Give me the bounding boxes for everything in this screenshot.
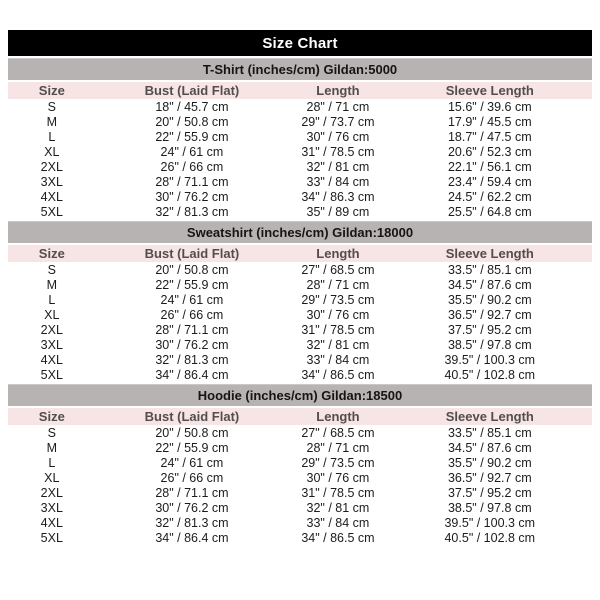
measurement-cell: 32" / 81.3 cm	[155, 517, 229, 530]
measurement-cell: 35" / 89 cm	[306, 206, 370, 219]
measurement-cell: 34.5" / 87.6 cm	[447, 279, 532, 292]
measurement-cell: 36.5" / 92.7 cm	[447, 309, 532, 322]
column-header: Length	[288, 82, 387, 99]
size-cell: 3XL	[40, 502, 63, 515]
measurement-cell: 26" / 66 cm	[160, 161, 224, 174]
section-heading-row-1	[8, 221, 592, 243]
measurement-cell: 31" / 78.5 cm	[301, 324, 375, 337]
size-cell: 4XL	[40, 354, 63, 367]
section-heading-row-2	[8, 384, 592, 406]
column-header: Length	[288, 408, 387, 425]
measurement-cell: 37.5" / 95.2 cm	[447, 487, 532, 500]
measurement-cell: 30" / 76.2 cm	[155, 191, 229, 204]
measurement-cell: 30" / 76.2 cm	[155, 339, 229, 352]
measurement-cell: 39.5" / 100.3 cm	[444, 354, 536, 367]
column-header-row	[8, 82, 592, 99]
measurement-cell: 35.5" / 90.2 cm	[447, 457, 532, 470]
title-row	[8, 30, 592, 56]
measurement-cell: 22" / 55.9 cm	[155, 442, 229, 455]
size-cell: S	[47, 427, 56, 440]
table-row	[8, 146, 592, 159]
measurement-cell: 20.6" / 52.3 cm	[447, 146, 532, 159]
table-row	[8, 264, 592, 277]
measurement-cell: 30" / 76 cm	[306, 131, 370, 144]
column-header: Bust (Laid Flat)	[96, 82, 289, 99]
table-row	[8, 309, 592, 322]
size-cell: S	[47, 264, 56, 277]
table-row	[8, 369, 592, 382]
measurement-cell: 37.5" / 95.2 cm	[447, 324, 532, 337]
size-cell: 2XL	[40, 161, 63, 174]
measurement-cell: 28" / 71 cm	[306, 279, 370, 292]
table-row	[8, 457, 592, 470]
size-cell: S	[47, 101, 56, 114]
measurement-cell: 30" / 76 cm	[306, 309, 370, 322]
measurement-cell: 34" / 86.3 cm	[301, 191, 375, 204]
measurement-cell: 30" / 76 cm	[306, 472, 370, 485]
table-row	[8, 279, 592, 292]
size-cell: 5XL	[40, 532, 63, 545]
size-cell: L	[48, 294, 56, 307]
table-row	[8, 517, 592, 530]
measurement-cell: 33" / 84 cm	[306, 517, 370, 530]
table-row	[8, 131, 592, 144]
column-header: Size	[8, 245, 96, 262]
table-row	[8, 206, 592, 219]
measurement-cell: 33.5" / 85.1 cm	[447, 427, 532, 440]
measurement-cell: 31" / 78.5 cm	[301, 146, 375, 159]
measurement-cell: 33.5" / 85.1 cm	[447, 264, 532, 277]
measurement-cell: 33" / 84 cm	[306, 176, 370, 189]
table-row	[8, 161, 592, 174]
measurement-cell: 28" / 71 cm	[306, 442, 370, 455]
column-header-row	[8, 408, 592, 425]
section-heading: Sweatshirt (inches/cm) Gildan:18000	[8, 221, 592, 243]
measurement-cell: 28" / 71.1 cm	[155, 176, 229, 189]
measurement-cell: 40.5" / 102.8 cm	[444, 532, 536, 545]
table-row	[8, 191, 592, 204]
measurement-cell: 32" / 81 cm	[306, 161, 370, 174]
size-cell: M	[46, 279, 57, 292]
measurement-cell: 28" / 71 cm	[306, 101, 370, 114]
column-header-row	[8, 245, 592, 262]
size-cell: XL	[44, 472, 60, 485]
measurement-cell: 40.5" / 102.8 cm	[444, 369, 536, 382]
measurement-cell: 36.5" / 92.7 cm	[447, 472, 532, 485]
size-cell: 4XL	[40, 517, 63, 530]
column-header: Sleeve Length	[388, 82, 592, 99]
measurement-cell: 26" / 66 cm	[160, 472, 224, 485]
measurement-cell: 24" / 61 cm	[160, 146, 224, 159]
size-cell: M	[46, 116, 57, 129]
table-row	[8, 101, 592, 114]
measurement-cell: 24" / 61 cm	[160, 294, 224, 307]
measurement-cell: 23.4" / 59.4 cm	[447, 176, 532, 189]
measurement-cell: 38.5" / 97.8 cm	[447, 339, 532, 352]
table-row	[8, 502, 592, 515]
measurement-cell: 34.5" / 87.6 cm	[447, 442, 532, 455]
measurement-cell: 32" / 81 cm	[306, 502, 370, 515]
measurement-cell: 22" / 55.9 cm	[155, 279, 229, 292]
size-chart-table	[8, 28, 592, 547]
measurement-cell: 29" / 73.5 cm	[301, 294, 375, 307]
measurement-cell: 33" / 84 cm	[306, 354, 370, 367]
measurement-cell: 34" / 86.5 cm	[301, 369, 375, 382]
size-cell: L	[48, 131, 56, 144]
column-header: Size	[8, 408, 96, 425]
size-chart	[8, 28, 592, 547]
size-cell: 5XL	[40, 206, 63, 219]
measurement-cell: 20" / 50.8 cm	[155, 264, 229, 277]
table-row	[8, 532, 592, 545]
page-title: Size Chart	[8, 30, 592, 56]
measurement-cell: 29" / 73.5 cm	[301, 457, 375, 470]
column-header: Sleeve Length	[388, 245, 592, 262]
column-header: Bust (Laid Flat)	[96, 408, 289, 425]
measurement-cell: 34" / 86.5 cm	[301, 532, 375, 545]
measurement-cell: 22.1" / 56.1 cm	[447, 161, 532, 174]
section-heading: T-Shirt (inches/cm) Gildan:5000	[8, 58, 592, 80]
table-row	[8, 339, 592, 352]
measurement-cell: 34" / 86.4 cm	[155, 369, 229, 382]
size-cell: 4XL	[40, 191, 63, 204]
measurement-cell: 15.6" / 39.6 cm	[447, 101, 532, 114]
measurement-cell: 28" / 71.1 cm	[155, 487, 229, 500]
measurement-cell: 18.7" / 47.5 cm	[447, 131, 532, 144]
measurement-cell: 31" / 78.5 cm	[301, 487, 375, 500]
measurement-cell: 20" / 50.8 cm	[155, 427, 229, 440]
table-row	[8, 487, 592, 500]
measurement-cell: 24.5" / 62.2 cm	[447, 191, 532, 204]
size-cell: XL	[44, 309, 60, 322]
measurement-cell: 34" / 86.4 cm	[155, 532, 229, 545]
measurement-cell: 30" / 76.2 cm	[155, 502, 229, 515]
column-header: Bust (Laid Flat)	[96, 245, 289, 262]
table-row	[8, 472, 592, 485]
measurement-cell: 29" / 73.7 cm	[301, 116, 375, 129]
table-row	[8, 294, 592, 307]
measurement-cell: 24" / 61 cm	[160, 457, 224, 470]
table-row	[8, 324, 592, 337]
size-cell: 5XL	[40, 369, 63, 382]
size-cell: 3XL	[40, 339, 63, 352]
table-row	[8, 442, 592, 455]
table-row	[8, 354, 592, 367]
section-heading: Hoodie (inches/cm) Gildan:18500	[8, 384, 592, 406]
size-cell: M	[46, 442, 57, 455]
measurement-cell: 35.5" / 90.2 cm	[447, 294, 532, 307]
measurement-cell: 39.5" / 100.3 cm	[444, 517, 536, 530]
measurement-cell: 32" / 81.3 cm	[155, 206, 229, 219]
measurement-cell: 32" / 81 cm	[306, 339, 370, 352]
size-chart-body	[8, 30, 592, 545]
size-cell: L	[48, 457, 56, 470]
measurement-cell: 28" / 71.1 cm	[155, 324, 229, 337]
measurement-cell: 26" / 66 cm	[160, 309, 224, 322]
measurement-cell: 17.9" / 45.5 cm	[447, 116, 532, 129]
table-row	[8, 116, 592, 129]
table-row	[8, 176, 592, 189]
column-header: Sleeve Length	[388, 408, 592, 425]
measurement-cell: 27" / 68.5 cm	[301, 264, 375, 277]
size-cell: 2XL	[40, 324, 63, 337]
section-heading-row-0	[8, 58, 592, 80]
size-cell: XL	[44, 146, 60, 159]
size-cell: 3XL	[40, 176, 63, 189]
measurement-cell: 22" / 55.9 cm	[155, 131, 229, 144]
column-header: Length	[288, 245, 387, 262]
column-header: Size	[8, 82, 96, 99]
measurement-cell: 32" / 81.3 cm	[155, 354, 229, 367]
measurement-cell: 27" / 68.5 cm	[301, 427, 375, 440]
measurement-cell: 20" / 50.8 cm	[155, 116, 229, 129]
measurement-cell: 18" / 45.7 cm	[155, 101, 229, 114]
size-cell: 2XL	[40, 487, 63, 500]
measurement-cell: 25.5" / 64.8 cm	[447, 206, 532, 219]
measurement-cell: 38.5" / 97.8 cm	[447, 502, 532, 515]
table-row	[8, 427, 592, 440]
